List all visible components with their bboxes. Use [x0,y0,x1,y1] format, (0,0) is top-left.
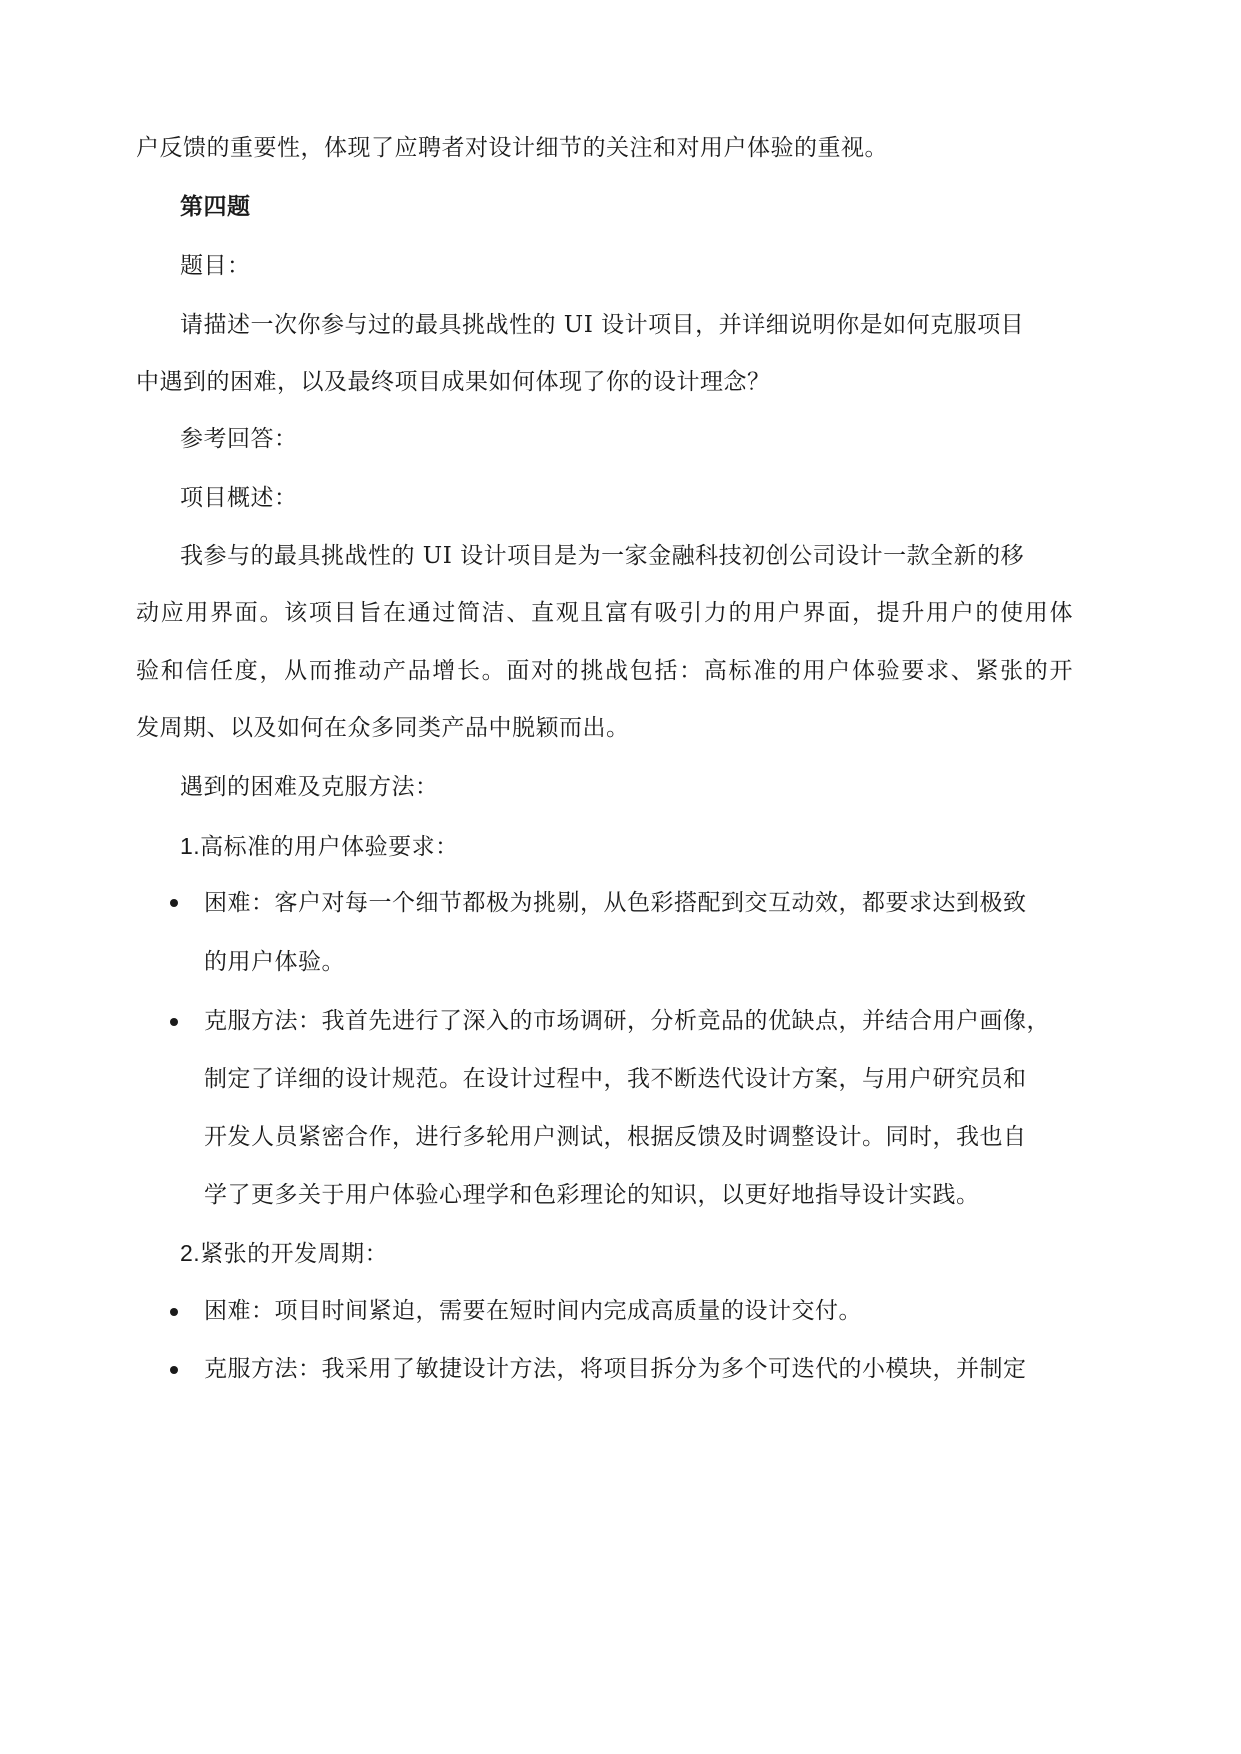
answer-label: 参考回答： [180,426,298,452]
bullet-icon [170,899,178,907]
paragraph-line: 动应用界面。该项目旨在通过简洁、直观且富有吸引力的用户界面，提升用户的使用体 [136,600,1073,626]
paragraph-line: 户反馈的重要性，体现了应聘者对设计细节的关注和对用户体验的重视。 [136,135,888,161]
bullet-line: 困难：客户对每一个细节都极为挑剔，从色彩搭配到交互动效，都要求达到极致 [204,890,1027,916]
bullet-line: 学了更多关于用户体验心理学和色彩理论的知识，以更好地指导设计实践。 [204,1182,980,1208]
question-label: 题目： [180,253,251,279]
bullet-line: 克服方法：我首先进行了深入的市场调研，分析竞品的优缺点，并结合用户画像， [204,1008,1050,1034]
paragraph-line: 我参与的最具挑战性的 UI 设计项目是为一家金融科技初创公司设计一款全新的移 [180,543,1025,569]
question-line: 中遇到的困难，以及最终项目成果如何体现了你的设计理念？ [136,369,771,395]
subsection-label: 项目概述： [180,485,298,511]
bullet-line: 制定了详细的设计规范。在设计过程中，我不断迭代设计方案，与用户研究员和 [204,1066,1027,1092]
bullet-line: 克服方法：我采用了敏捷设计方法，将项目拆分为多个可迭代的小模块，并制定 [204,1356,1027,1382]
section-heading: 第四题 [180,194,251,220]
bullet-line: 的用户体验。 [204,949,345,975]
bullet-line: 困难：项目时间紧迫，需要在短时间内完成高质量的设计交付。 [204,1298,862,1324]
question-line: 请描述一次你参与过的最具挑战性的 UI 设计项目，并详细说明你是如何克服项目 [180,312,1025,338]
bullet-line: 开发人员紧密合作，进行多轮用户测试，根据反馈及时调整设计。同时，我也自 [204,1124,1027,1150]
bullet-icon [170,1366,178,1374]
subsection-label: 遇到的困难及克服方法： [180,774,439,800]
bullet-icon [170,1308,178,1316]
numbered-heading: 1.高标准的用户体验要求： [180,833,459,859]
numbered-heading: 2.紧张的开发周期： [180,1240,389,1266]
paragraph-line: 发周期、以及如何在众多同类产品中脱颖而出。 [136,715,630,741]
bullet-icon [170,1018,178,1026]
paragraph-line: 验和信任度，从而推动产品增长。面对的挑战包括：高标准的用户体验要求、紧张的开 [136,658,1073,684]
